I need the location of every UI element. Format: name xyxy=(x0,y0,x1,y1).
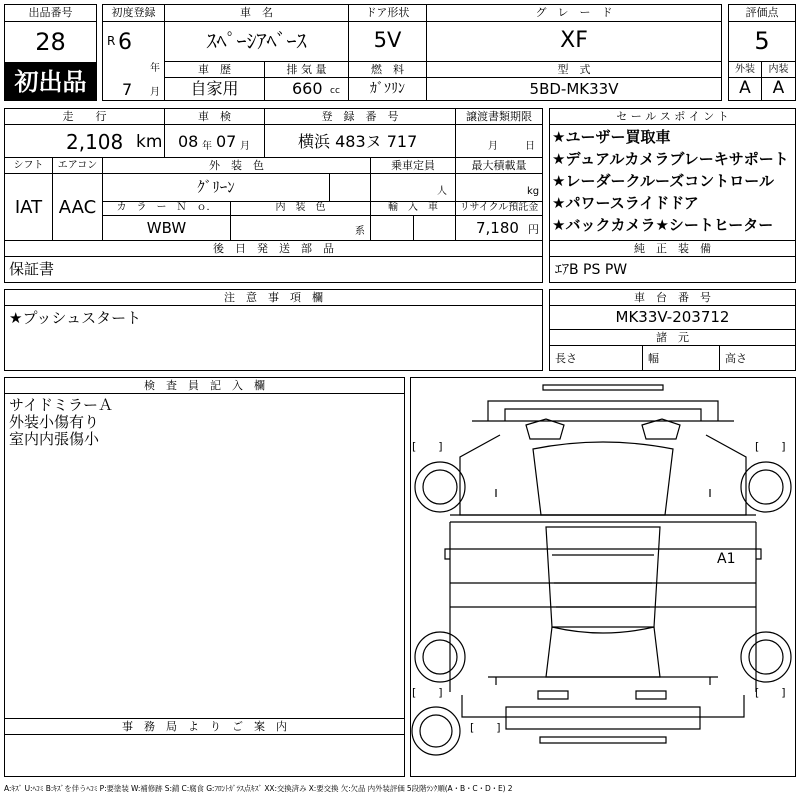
reg-number-label: 登 録 番 号 xyxy=(321,110,399,123)
spare-tire-bracket: [ ] xyxy=(470,721,501,734)
damage-mark-a1: A1 xyxy=(717,551,736,567)
reg-month-value: 7 xyxy=(122,80,133,99)
fuel-value: ｶﾞｿﾘﾝ xyxy=(370,81,405,97)
office-label: 事 務 局 よ り ご 案 内 xyxy=(122,720,287,733)
lot-number-value: 28 xyxy=(35,28,66,56)
equipment-value: ｴｱB PS PW xyxy=(555,262,628,278)
recycle-label: リサイクル預託金 xyxy=(459,202,539,213)
recycle-unit: 円 xyxy=(528,223,539,236)
legend-text: A:ｷｽﾞ U:ﾍｺﾐ B:ｷｽﾞを伴うﾍｺﾐ P:要塗装 W:補修跡 S:錆 C:腐食 G:ﾌﾛﾝﾄｶﾞﾗｽ点ｷｽﾞ XX:交換済み X:要交換 欠:欠品 内外装評価 5段階ﾗﾝｸ順(A・B・C・D・E) 2 xyxy=(4,784,513,793)
score-value: 5 xyxy=(754,27,770,55)
model-value: 5BD-MK33V xyxy=(529,80,619,98)
int-score-label: 内装 xyxy=(768,64,789,75)
ext-score-value: A xyxy=(739,78,751,98)
reg-month-unit: 月 xyxy=(150,87,160,98)
mileage-label: 走 行 xyxy=(62,110,107,123)
score-label: 評価点 xyxy=(745,6,779,19)
chassis-label: 車 台 番 号 xyxy=(634,291,711,304)
later-parts-label: 後 日 発 送 部 品 xyxy=(213,242,334,255)
era-letter: R xyxy=(107,34,116,48)
inspect-year-value: 08 xyxy=(178,132,199,151)
due-month-unit: 月 xyxy=(488,141,498,152)
first-listing-text: 初出品 xyxy=(14,68,87,96)
fl-tire-bracket: [ ] xyxy=(412,440,443,453)
int-score-value: A xyxy=(772,78,785,98)
grade-value: XF xyxy=(560,28,588,53)
reg-number-value: 横浜 483ヌ 717 xyxy=(298,132,418,151)
later-parts-value: 保証書 xyxy=(9,260,55,278)
sales-points-label: セ ー ル ス ポ イ ン ト xyxy=(616,110,729,123)
car-name-value: ｽﾍﾟｰｼｱﾍﾞｰｽ xyxy=(206,29,307,53)
inspector-label: 検 査 員 記 入 欄 xyxy=(144,379,265,392)
length-label: 長さ xyxy=(555,352,577,365)
shift-label: シフト xyxy=(13,160,44,171)
capacity-unit: 人 xyxy=(437,186,447,197)
inspect-year-unit: 年 xyxy=(202,141,212,152)
model-label: 型 式 xyxy=(557,63,591,76)
displacement-value: 660 xyxy=(292,79,323,98)
width-label: 幅 xyxy=(648,352,659,365)
notes-item: ★プッシュスタート xyxy=(9,309,142,327)
reg-year-value: 6 xyxy=(118,30,132,55)
chassis-value: MK33V-203712 xyxy=(615,308,730,326)
inspector-note: サイドミラーＡ xyxy=(9,396,113,414)
mileage-unit: km xyxy=(136,132,163,152)
first-reg-label: 初度登録 xyxy=(111,6,156,19)
ext-color-extra-cell xyxy=(329,173,371,202)
door-value: 5V xyxy=(373,28,402,52)
sales-point-item: ★ユーザー買取車 xyxy=(552,128,671,146)
due-day-unit: 日 xyxy=(525,141,535,152)
grade-label: グ レ ー ド xyxy=(535,6,613,19)
displacement-label: 排 気 量 xyxy=(286,63,327,76)
ext-color-value: ｸﾞﾘｰﾝ xyxy=(197,178,235,196)
fuel-label: 燃 料 xyxy=(371,63,404,76)
int-color-cell xyxy=(230,215,371,241)
sales-point-item: ★デュアルカメラブレーキサポート xyxy=(552,150,789,168)
displacement-unit: cc xyxy=(330,86,340,96)
max-load-unit: kg xyxy=(527,186,540,197)
history-label: 車 歴 xyxy=(198,63,231,76)
shift-value: IAT xyxy=(14,197,43,218)
color-no-value: WBW xyxy=(146,219,187,237)
inspection-label: 車 検 xyxy=(198,110,231,123)
import-cell-b xyxy=(413,215,456,241)
ac-value: AAC xyxy=(58,197,97,218)
ext-color-label: 外 装 色 xyxy=(209,159,264,172)
height-label: 高さ xyxy=(725,352,747,365)
inspect-month-unit: 月 xyxy=(240,141,250,152)
history-value: 自家用 xyxy=(190,79,239,98)
door-label: ドア形状 xyxy=(365,6,410,19)
sales-point-item: ★バックカメラ★シートヒーター xyxy=(552,216,774,234)
import-cell-a xyxy=(370,215,414,241)
color-no-label: カ ラ ー Ｎ ｏ． xyxy=(116,202,217,213)
inspect-month-value: 07 xyxy=(216,132,237,151)
ac-label: エアコン xyxy=(57,160,98,171)
import-label: 輸 入 車 xyxy=(388,202,438,213)
notes-label: 注 意 事 項 欄 xyxy=(224,291,323,304)
equipment-label: 純 正 装 備 xyxy=(634,242,711,255)
sales-point-item: ★レーダークルーズコントロール xyxy=(552,172,774,190)
fr-tire-bracket: [ ] xyxy=(755,440,786,453)
dims-label: 諸 元 xyxy=(656,331,689,344)
office-cell xyxy=(4,734,405,777)
rr-tire-bracket: [ ] xyxy=(755,686,786,699)
transfer-due-label: 譲渡書類期限 xyxy=(466,110,532,123)
car-diagram xyxy=(410,377,796,777)
rl-tire-bracket: [ ] xyxy=(412,686,443,699)
car-name-label: 車 名 xyxy=(240,6,273,19)
mileage-value: 2,108 xyxy=(66,130,124,154)
reg-year-unit: 年 xyxy=(150,63,160,74)
capacity-label: 乗車定員 xyxy=(391,159,435,172)
int-color-label: 内 装 色 xyxy=(275,202,326,213)
sales-point-item: ★パワースライドドア xyxy=(552,194,699,212)
max-load-label: 最大積載量 xyxy=(471,159,527,172)
lot-number-label: 出品番号 xyxy=(28,6,73,19)
recycle-value: 7,180 xyxy=(476,219,519,237)
inspector-note: 室内内張傷小 xyxy=(9,430,100,448)
ext-score-label: 外装 xyxy=(735,64,755,75)
inspector-note: 外装小傷有り xyxy=(9,413,100,431)
later-parts-cell xyxy=(4,256,543,283)
int-color-unit: 系 xyxy=(355,226,365,237)
